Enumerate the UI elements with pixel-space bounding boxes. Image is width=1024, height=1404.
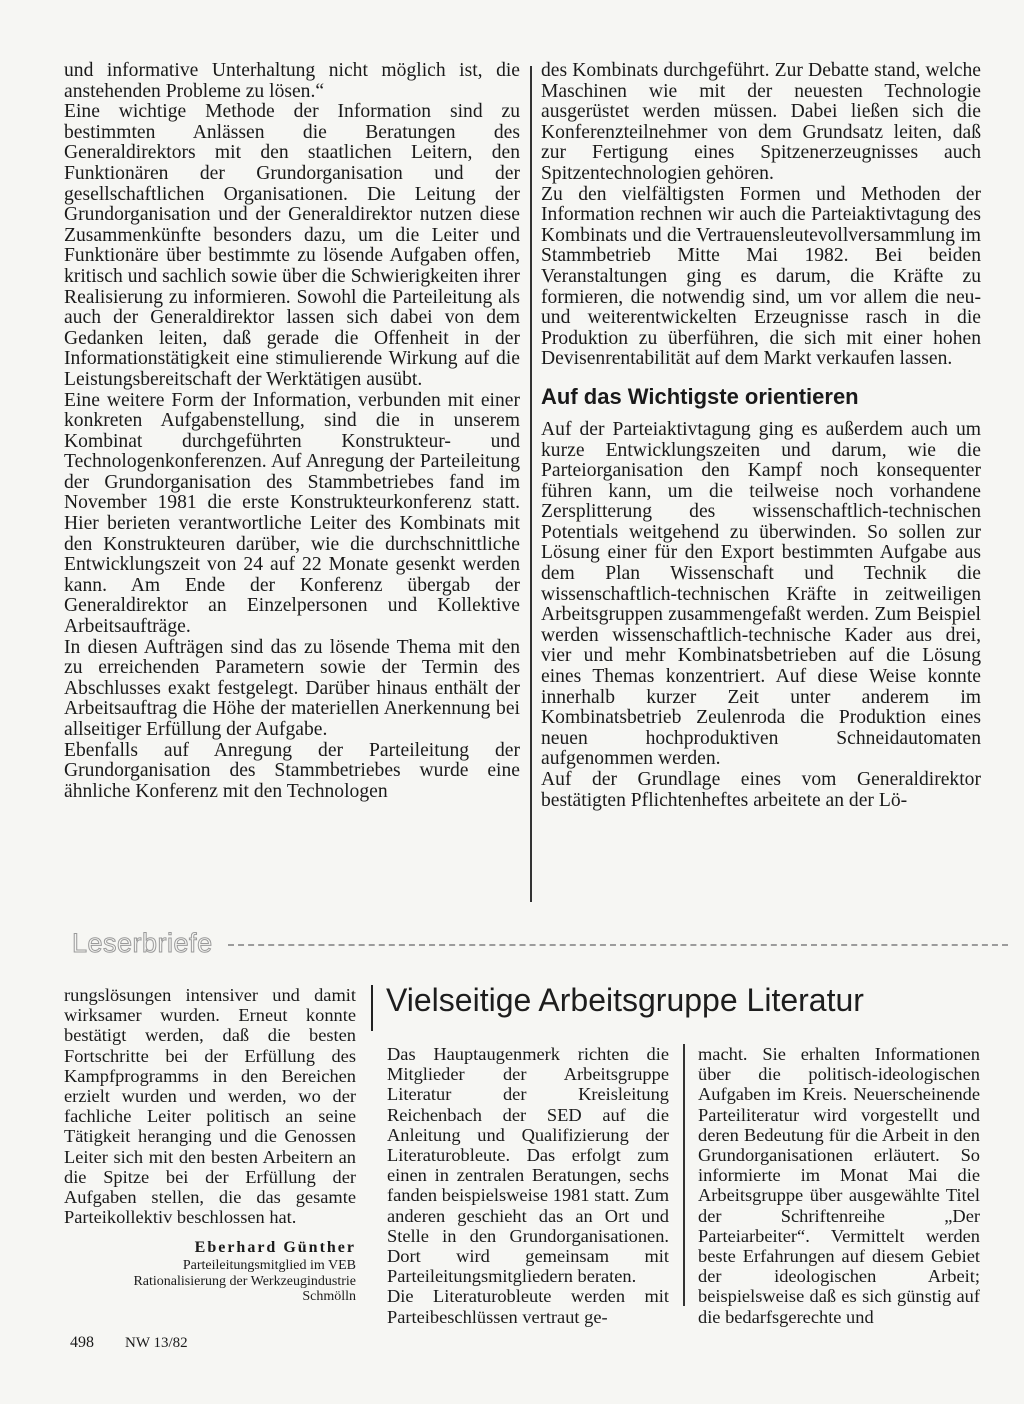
paragraph: Das Hauptaugenmerk richten die Mitglieder der Arbeitsgruppe Literatur der Kreisleitung Reichenbach der SED auf die Anleitung und Qualifizierung der Literaturobleute. Das erfolgt zum einen in zentralen Beratungen, sechs fanden beispielsweise 1981 statt. Zum anderen geschieht das an Ort und Stelle in den Grundorganisationen. Dort wird gemeinsam mit Parteileitungsmitgliedern beraten. bbox=[387, 1044, 669, 1287]
paragraph: macht. Sie erhalten Informationen über die politisch-ideologischen Aufgaben im Kreis. Neuerscheinende Parteiliteratur wird vorgestellt und deren Bedeutung für die Arbeit in den Grundorganisationen erläutert. So informierte im Monat Mai die Arbeitsgruppe über ausgewählte Titel der Schriftenreihe „Der Parteiarbeiter“. Vermittelt werden beste Erfahrungen auf diesem Gebiet der ideologischen Arbeit; beispielsweise daß es sich günstig auf die bedarfsgerechte und bbox=[698, 1044, 980, 1327]
column-divider bbox=[530, 66, 532, 902]
paragraph: Eine weitere Form der Information, verbunden mit einer konkreten Aufgabenstellung, sind die in unserem Kombinat durchgeführten Konstrukteur- und Technologenkonferenzen. Auf Anregung der Parteileitung der Grundorganisation des Stammbetriebes fand im November 1981 die erste Konstrukteurkonferenz statt. Hier berieten verantwortliche Leiter des Kombinats mit den Konstrukteuren darüber, wie die durchschnittliche Entwicklungszeit von 24 auf 22 Monate gesenkt werden kann. Am Ende der Konferenz übergab der Generaldirektor an Einzelpersonen und Kollektive Arbeitsaufträge. bbox=[64, 389, 520, 638]
page-number: 498 bbox=[70, 1334, 94, 1351]
letter-text: rungslösungen intensiver und damit wirksamer wurden. Erneut konnte bestätigt werden, daß die besten Fortschritte bei der Erfüllung des Kampfprogramms in den Bereichen erzielt wurden und werden, wo der fachliche Leiter politisch an seine Tätigkeit heranging und die Genossen Leiter sich mit den besten Arbeitern an die Spitze bei der Erfüllung der Aufgaben stellen, die das gesamte Parteikollektiv beschlossen hat. bbox=[64, 985, 356, 1228]
letter-column bbox=[64, 985, 356, 1227]
column-divider bbox=[683, 1044, 685, 1306]
right-column bbox=[541, 61, 981, 811]
article-column-2 bbox=[698, 1044, 980, 1327]
paragraph: und informative Unterhaltung nicht möglich ist, die anstehenden Probleme zu lösen.“ bbox=[64, 60, 520, 102]
issue-label: NW 13/82 bbox=[125, 1335, 188, 1351]
paragraph: Auf der Grundlage eines vom Generaldirektor bestätigten Pflichtenheftes arbeitete an der Lö- bbox=[541, 769, 981, 811]
paragraph: Zu den vielfältigsten Formen und Methoden der Information rechnen wir auch die Parteiaktivtagung des Kombinats und die Vertrauensleutevollversammlung im Stammbetrieb Mitte Mai 1982. Bei beiden Veranstaltungen ging es darum, die Kräfte zu formieren, die notwendig sind, um vor allem die neu- und weiterentwickelten Erzeugnisse rasch in die Produktion zu überführen, die sich mit einer hohen Devisenrentabilität auf dem Markt verkaufen lassen. bbox=[541, 183, 981, 370]
paragraph: des Kombinats durchgeführt. Zur Debatte stand, welche Maschinen wie mit der neuesten Technologie ausgerüstet werden müssen. Dabei ließen sich die Konferenzteilnehmer von dem Grundsatz leiten, daß zur Fertigung eines Spitzenerzeugnisses auch Spitzentechnologien gehören. bbox=[541, 60, 981, 184]
author-role: Rationalisierung der Werkzeugindustrie bbox=[133, 1273, 356, 1289]
paragraph: Ebenfalls auf Anregung der Parteileitung der Grundorganisation des Stammbetriebes wurde eine ähnliche Konferenz mit den Technologen bbox=[64, 739, 520, 802]
signature bbox=[64, 1238, 356, 1305]
author-role: Parteileitungsmitglied im VEB bbox=[182, 1258, 356, 1273]
paragraph: In diesen Aufträgen sind das zu lösende Thema mit den zu erreichenden Parametern sowie der Termin des Abschlusses exakt festgelegt. Darüber hinaus enthält der Arbeitsauftrag die Höhe der materiellen Anerkennung bei allseitiger Erfüllung der Aufgabe. bbox=[64, 636, 520, 740]
article-title: Vielseitige Arbeitsgruppe Literatur bbox=[386, 982, 864, 1018]
paragraph: Eine wichtige Methode der Information sind zu bestimmten Anlässen die Beratungen des Generaldirektors mit den staatlichen Leitern, den Funktionären der Grundorganisation und der gesellschaftlichen Organisationen. Die Leitung der Grundorganisation und der Generaldirektor nutzen diese Zusammenkünfte besonders dazu, um die Leiter und Funktionäre über bestimmte zu lösende Aufgaben offen, kritisch und sachlich sowie über die Schwierigkeiten ihrer Realisierung zu informieren. Sowohl die Parteileitung als auch der Generaldirektor lassen sich dabei von dem Gedanken leiten, daß gerade die Offenheit in der Informationstätigkeit eine stimulierende Wirkung auf die Leistungsbereitschaft der Werktätigen ausübt. bbox=[64, 101, 520, 390]
section-divider bbox=[228, 944, 1008, 946]
section-label: Leserbriefe bbox=[72, 928, 213, 958]
paragraph: Die Literaturobleute werden mit Parteibeschlüssen vertraut ge- bbox=[387, 1286, 669, 1327]
subheading: Auf das Wichtigste orientieren bbox=[541, 383, 859, 409]
paragraph: Auf der Parteiaktivtagung ging es außerdem auch um kurze Entwicklungszeiten und darum, wie die Parteiorganisation den Kampf noch konsequenter führen kann, um die teilweise noch vorhandene Zersplitterung des wissenschaftlich-technischen Potentials weitgehend zu überwinden. So sollen zur Lösung einer für den Export bestimmten Aufgabe aus dem Plan Wissenschaft und Technik die wissenschaftlich-technischen Kräfte in zeitweiligen Arbeitsgruppen zusammengefaßt werden. Zum Beispiel werden wissenschaftlich-technische Kader aus drei, vier und mehr Kombinatsbetrieben auf die Lösung eines Themas konzentriert. Auf diese Weise konnte innerhalb kurzer Zeit unter anderem im Kombinatsbetrieb Zeulenroda die Produktion eines neuen hochproduktiven Schneidautomaten aufgenommen werden. bbox=[541, 418, 981, 770]
author-role: Schmölln bbox=[302, 1289, 356, 1304]
author-name: Eberhard Günther bbox=[194, 1239, 356, 1256]
title-divider bbox=[371, 985, 373, 1031]
left-column bbox=[64, 61, 520, 802]
article-column-1 bbox=[387, 1044, 669, 1327]
